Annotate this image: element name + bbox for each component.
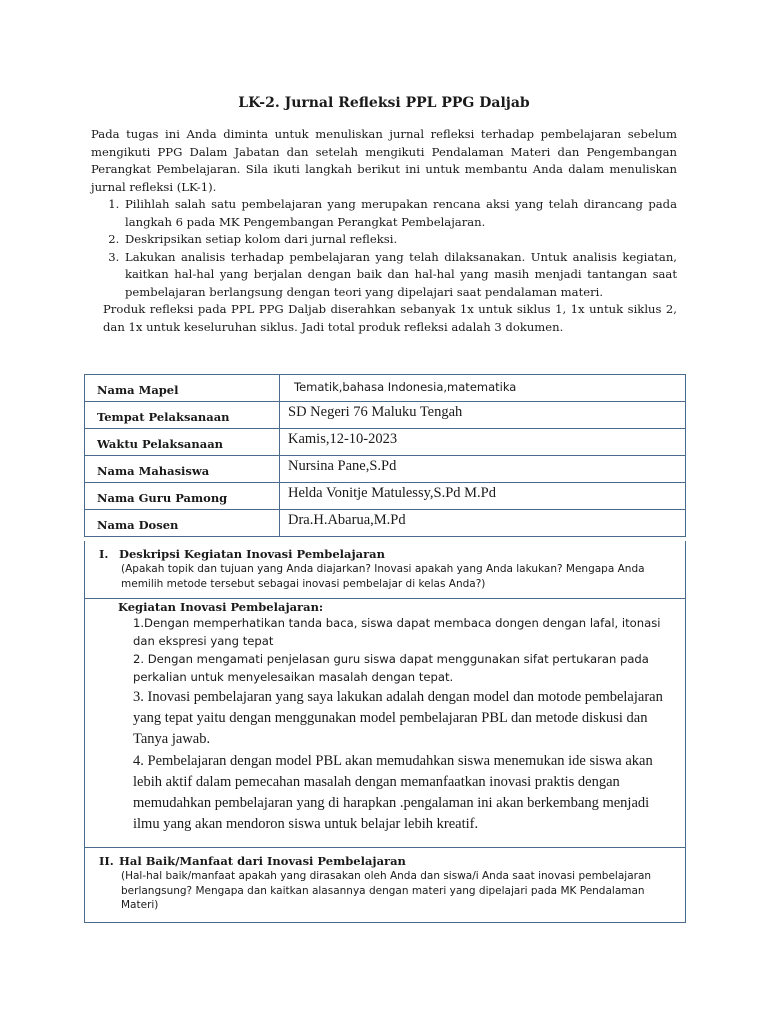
step-item: 2. Deskripsikan setiap kolom dari jurnal refleksi. (123, 231, 677, 249)
section2-heading (85, 848, 685, 868)
table-row (85, 456, 686, 483)
section2-note: (Hal-hal baik/manfaat apakah yang dirasakan oleh Anda dan siswa/i Anda saat inovasi pembelajaran berlangsung? Mengapa dan kaitkan alasannya dengan materi yang dipelajari pada MK Pendalaman Materi) (121, 870, 652, 911)
kegiatan-item: 1.Dengan memperhatikan tanda baca, siswa dapat membaca dongen dengan lafal, itonasi dan ekspresi yang tepat (133, 616, 661, 648)
intro-paragraph: Pada tugas ini Anda diminta untuk menuliskan jurnal refleksi terhadap pembelajaran sebelum mengikuti PPG Dalam Jabatan dan setelah mengikuti Pendalaman Materi dan Pengembangan Perangkat Pembelajaran. Sila ikuti langkah berikut ini untuk membantu Anda dalam menuliskan jurnal refleksi (LK-1). (91, 127, 677, 194)
section1-heading (85, 541, 685, 561)
value-tempat-pelaksanaan: SD Negeri 76 Maluku Tengah (280, 402, 686, 429)
label-waktu-pelaksanaan: Waktu Pelaksanaan (85, 429, 280, 456)
value-nama-dosen: Dra.H.Abarua,M.Pd (280, 510, 686, 537)
kegiatan-item: 3. Inovasi pembelajaran yang saya lakukan adalah dengan model dan motode pembelajaran yang tepat yaitu dengan menggunakan model pembelajaran PBL dan metode diskusi dan Tanya jawab. (133, 689, 663, 747)
label-nama-guru-pamong: Nama Guru Pamong (85, 483, 280, 510)
label-tempat-pelaksanaan: Tempat Pelaksanaan (85, 402, 280, 429)
instructions (91, 126, 677, 336)
steps-list (91, 196, 677, 301)
produk-note: Produk refleksi pada PPL PPG Daljab diserahkan sebanyak 1x untuk siklus 1, 1x untuk siklus 2, dan 1x untuk keseluruhan siklus. Jadi total produk refleksi adalah 3 dokumen. (103, 302, 677, 334)
value-nama-mapel: Tematik,bahasa Indonesia,matematika (280, 375, 686, 402)
table-row (85, 429, 686, 456)
label-nama-dosen: Nama Dosen (85, 510, 280, 537)
value-nama-mahasiswa: Nursina Pane,S.Pd (280, 456, 686, 483)
section2-title: Hal Baik/Manfaat dari Inovasi Pembelajaran (119, 854, 406, 868)
label-nama-mapel: Nama Mapel (85, 375, 280, 402)
table-row (85, 375, 686, 402)
step-item: 3. Lakukan analisis terhadap pembelajaran yang telah dilaksanakan. Untuk analisis kegiatan, kaitkan hal-hal yang berjalan dengan baik dan hal-hal yang masih menjadi tantangan saat pembelajaran berlangsung dengan teori yang dipelajari saat pendalaman materi. (123, 249, 677, 302)
section1-number: I. (99, 547, 109, 561)
step-item: 1. Pilihlah salah satu pembelajaran yang merupakan rencana aksi yang telah dirancang pada langkah 6 pada MK Pengembangan Perangkat Pembelajaran. (123, 196, 677, 231)
table-row (85, 510, 686, 537)
label-nama-mahasiswa: Nama Mahasiswa (85, 456, 280, 483)
section1-header (84, 541, 686, 599)
section2-header (84, 848, 686, 923)
table-row (85, 402, 686, 429)
value-waktu-pelaksanaan: Kamis,12-10-2023 (280, 429, 686, 456)
section1-note: (Apakah topik dan tujuan yang Anda diajarkan? Inovasi apakah yang Anda lakukan? Mengapa Anda memilih metode tersebut sebagai inovasi pembelajar di kelas Anda?) (121, 563, 645, 590)
kegiatan-item: 2. Dengan mengamati penjelasan guru siswa dapat menggunakan sifat pertukaran pada perkalian untuk menyelesaikan masalah dengan tepat. (133, 652, 649, 684)
kegiatan-heading: Kegiatan Inovasi Pembelajaran: (118, 600, 324, 614)
document-title: LK-2. Jurnal Refleksi PPL PPG Daljab (238, 95, 530, 111)
section2-number: II. (99, 854, 114, 868)
table-row (85, 483, 686, 510)
value-nama-guru-pamong: Helda Vonitje Matulessy,S.Pd M.Pd (280, 483, 686, 510)
section1-title: Deskripsi Kegiatan Inovasi Pembelajaran (119, 547, 385, 561)
info-table (84, 374, 686, 537)
section1-content (84, 599, 686, 848)
kegiatan-item: 4. Pembelajaran dengan model PBL akan memudahkan siswa menemukan ide siswa akan lebih aktif dalam pemecahan masalah dengan memanfaatkan inovasi praktis dengan memudahkan pembelajaran yang di harapkan .pengalaman ini akan berkembang menjadi ilmu yang akan mendoron siswa untuk belajar lebih kreatif. (133, 753, 653, 832)
